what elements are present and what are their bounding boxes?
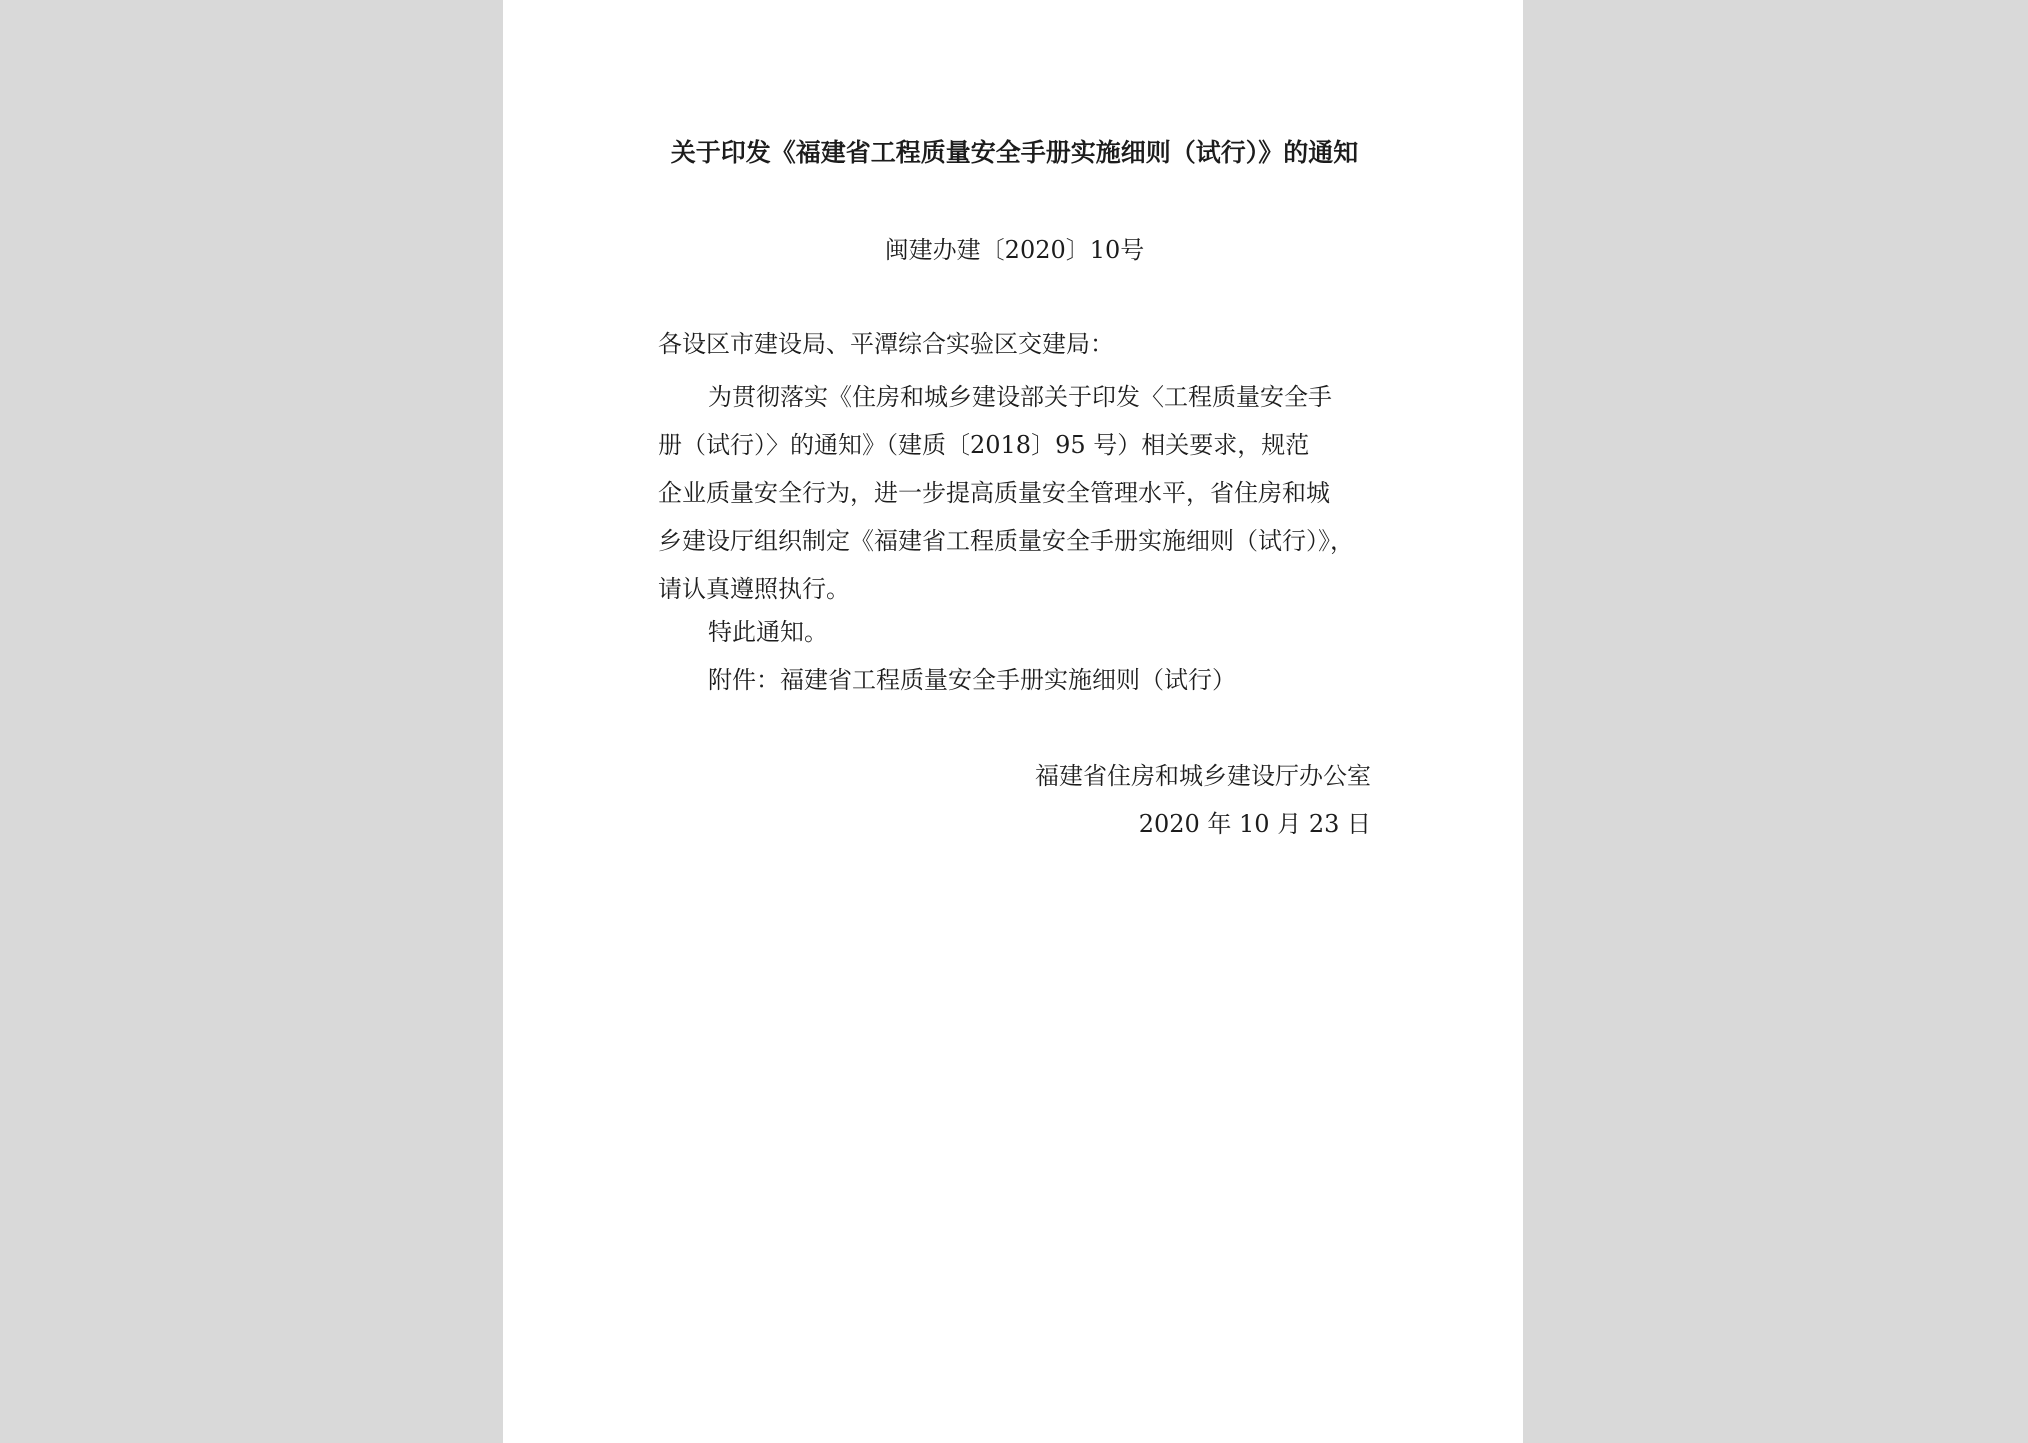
issue-date: 2020 年 10 月 23 日 [1138,810,1371,838]
salutation: 各设区市建设局、平潭综合实验区交建局： [658,330,1114,358]
body-paragraph [658,373,1371,613]
issuer-signature: 福建省住房和城乡建设厅办公室 [1035,762,1371,790]
document-number: 闽建办建〔2020〕10号 [884,236,1145,264]
closing-text: 特此通知。 [708,618,828,646]
attachment-note: 附件：福建省工程质量安全手册实施细则（试行） [708,666,1236,694]
body-line: 企业质量安全行为，进一步提高质量安全管理水平，省住房和城 [658,479,1330,507]
body-line: 册（试行）〉的通知》（建质〔2018〕95 号）相关要求，规范 [658,431,1310,459]
document-page [503,0,1523,1443]
body-line: 为贯彻落实《住房和城乡建设部关于印发〈工程质量安全手 [708,383,1332,411]
body-line: 请认真遵照执行。 [658,575,850,603]
body-line: 乡建设厅组织制定《福建省工程质量安全手册实施细则（试行）》， [658,527,1354,555]
document-title: 关于印发《福建省工程质量安全手册实施细则（试行）》的通知 [670,138,1359,167]
